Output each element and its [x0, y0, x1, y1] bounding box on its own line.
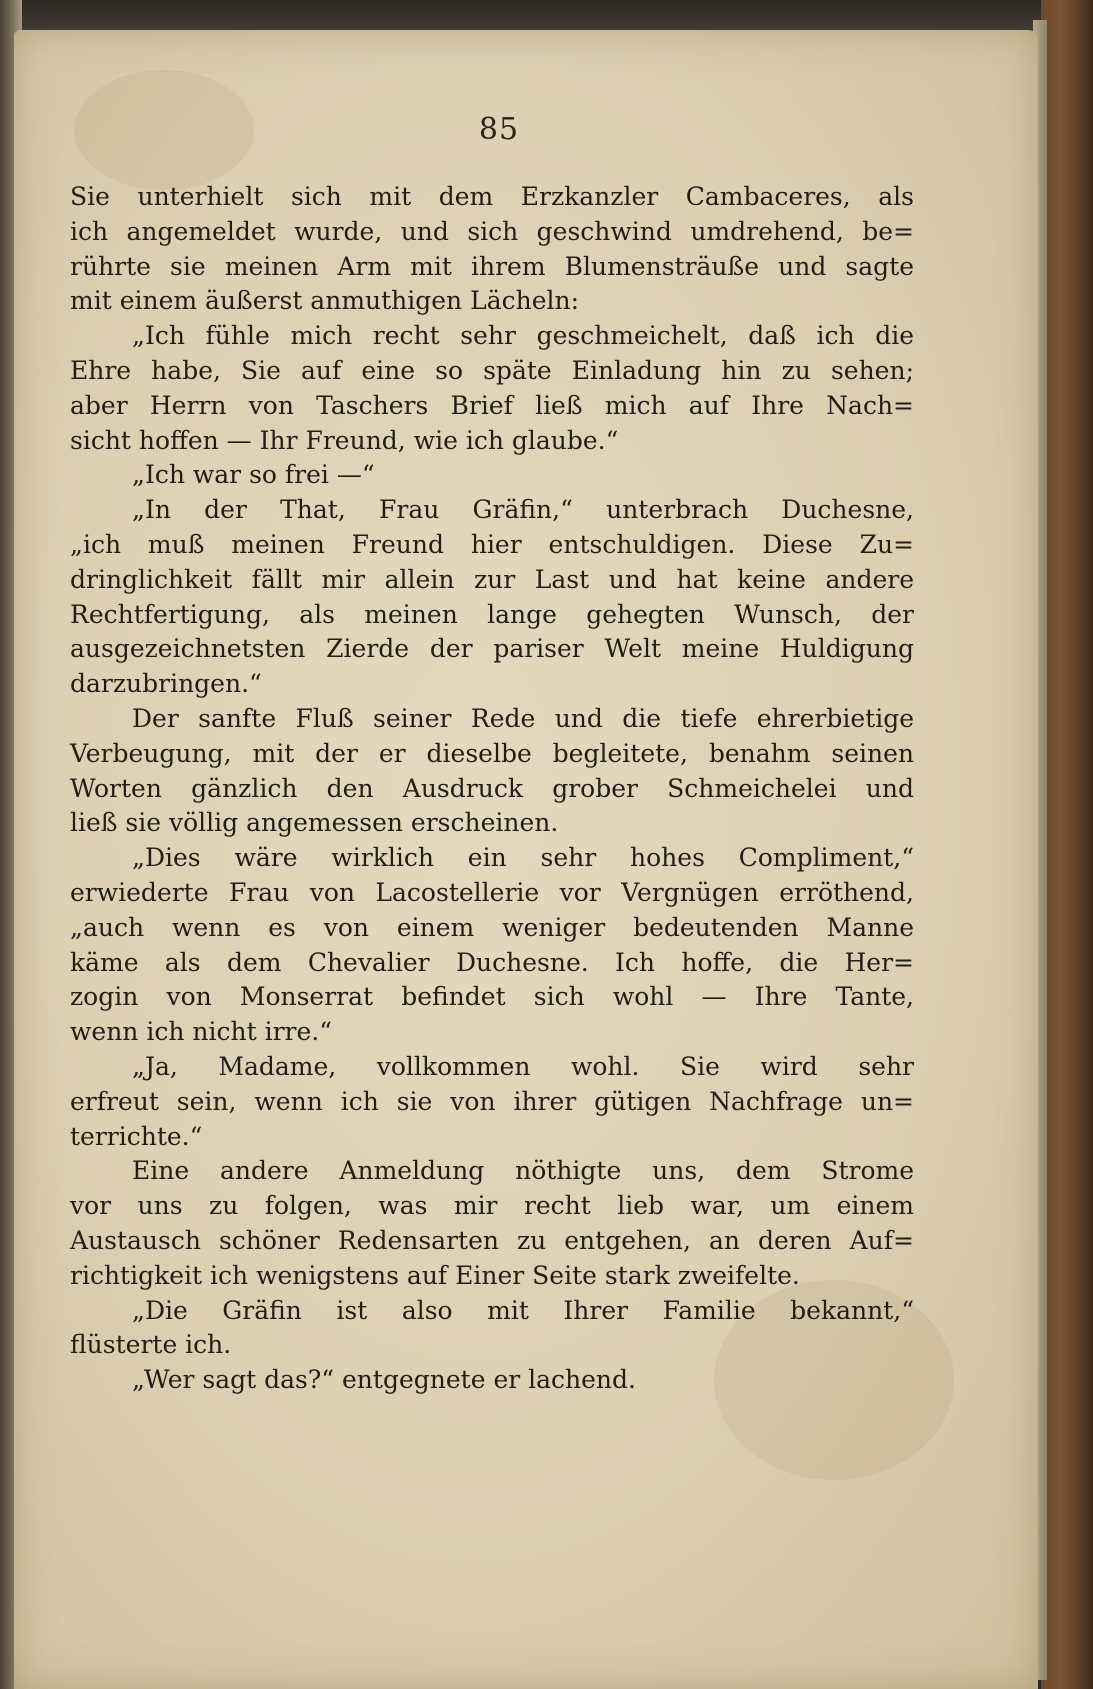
text-line: käme als dem Chevalier Duchesne. Ich hoffe, die Her=	[70, 947, 914, 977]
text-line: sicht hoffen — Ihr Freund, wie ich glaube.“	[70, 425, 619, 455]
text-line: Der sanfte Fluß seiner Rede und die tiefe ehrerbietige	[132, 703, 914, 733]
text-line: erfreut sein, wenn ich sie von ihrer gütigen Nachfrage un=	[70, 1086, 914, 1116]
text-line: wenn ich nicht irre.“	[70, 1017, 332, 1047]
text-line: ich angemeldet wurde, und sich geschwind umdrehend, be=	[70, 216, 914, 246]
text-line: Verbeugung, mit der er dieselbe begleitete, benahm seinen	[70, 738, 914, 768]
text-line: „Dies wäre wirklich ein sehr hohes Compliment,“	[132, 843, 914, 873]
book-page	[14, 30, 1038, 1689]
text-line: Eine andere Anmeldung nöthigte uns, dem Strome	[132, 1156, 914, 1186]
text-line: mit einem äußerst anmuthigen Lächeln:	[70, 286, 580, 316]
text-line: Austausch schöner Redensarten zu entgehen, an deren Auf=	[70, 1225, 914, 1255]
paper-stain	[74, 70, 254, 190]
text-line: Ehre habe, Sie auf eine so späte Einladung hin zu sehen;	[70, 355, 914, 385]
text-line: „Die Gräfin ist also mit Ihrer Familie bekannt,“	[132, 1295, 914, 1325]
text-line: „Wer sagt das?“ entgegnete er lachend.	[132, 1365, 636, 1395]
text-line: ließ sie völlig angemessen erscheinen.	[70, 808, 559, 838]
text-line: aber Herrn von Taschers Brief ließ mich auf Ihre Nach=	[70, 390, 914, 420]
text-line: rührte sie meinen Arm mit ihrem Blumensträuße und sagte	[70, 251, 914, 281]
text-line: zogin von Monserrat befindet sich wohl — Ihre Tante,	[70, 982, 914, 1012]
text-line: „Ich fühle mich recht sehr geschmeichelt, daß ich die	[132, 321, 914, 351]
text-line: „In der That, Frau Gräfin,“ unterbrach Duchesne,	[132, 495, 914, 525]
text-line: terrichte.“	[70, 1121, 203, 1151]
text-line: erwiederte Frau von Lacostellerie vor Vergnügen erröthend,	[70, 877, 914, 907]
text-line: dringlichkeit fällt mir allein zur Last und hat keine andere	[70, 564, 914, 594]
page-number: 85	[478, 112, 520, 147]
text-line: ausgezeichnetsten Zierde der pariser Welt meine Huldigung	[70, 634, 914, 664]
body-text	[70, 180, 914, 1398]
text-line: Rechtfertigung, als meinen lange gehegten Wunsch, der	[70, 599, 914, 629]
text-line: „auch wenn es von einem weniger bedeutenden Manne	[70, 912, 914, 942]
text-line: „Ja, Madame, vollkommen wohl. Sie wird sehr	[132, 1051, 914, 1081]
book-cover-right	[1041, 0, 1093, 1689]
text-line: „ich muß meinen Freund hier entschuldigen. Diese Zu=	[70, 529, 914, 559]
text-line: vor uns zu folgen, was mir recht lieb war, um einem	[70, 1191, 914, 1221]
text-line: Worten gänzlich den Ausdruck grober Schmeichelei und	[70, 773, 914, 803]
text-line: richtigkeit ich wenigstens auf Einer Seite stark zweifelte.	[70, 1260, 800, 1290]
text-line: Sie unterhielt sich mit dem Erzkanzler Cambaceres, als	[70, 182, 914, 211]
text-line: darzubringen.“	[70, 669, 262, 699]
text-line: flüsterte ich.	[70, 1330, 232, 1360]
text-line: „Ich war so frei —“	[132, 460, 375, 490]
